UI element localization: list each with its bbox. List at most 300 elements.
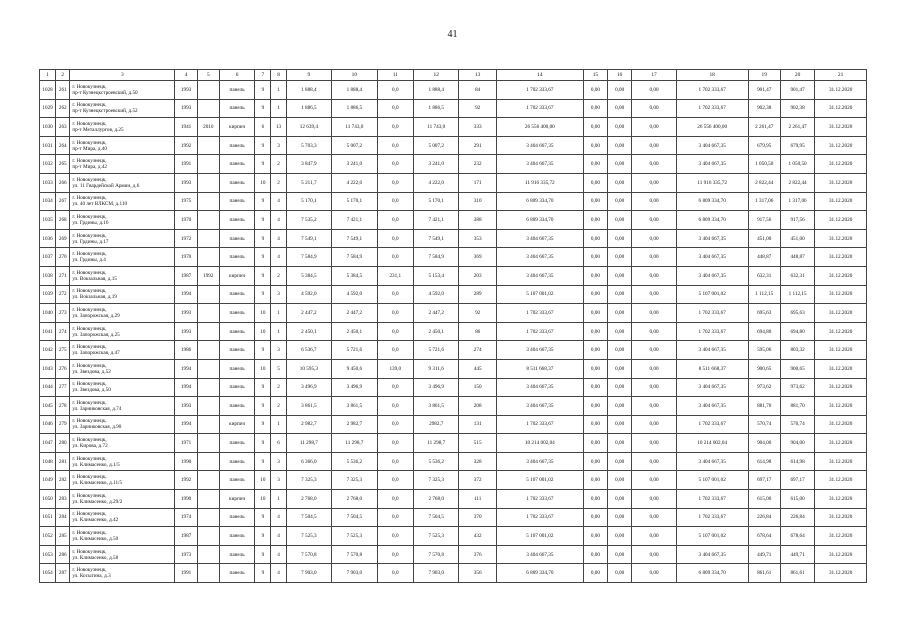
cell-col-19: 694,80 <box>748 322 780 341</box>
cell-col-14: 3 404 667,35 <box>496 136 583 155</box>
address-city: г. Новокузнецк, <box>72 474 107 481</box>
table-row <box>40 322 867 341</box>
cell-col-19: 614,98 <box>748 452 780 471</box>
cell-col-9: 7 325,3 <box>286 471 331 490</box>
address-street: ул. Звездова, д.50 <box>72 387 111 394</box>
address-cell <box>70 452 175 471</box>
cell-col-8: 4 <box>271 192 286 211</box>
cell-col-6: панель <box>219 173 254 192</box>
cell-col-10: 5 721,6 <box>332 341 377 360</box>
cell-col-19: 904,00 <box>748 434 780 453</box>
cell-col-11: 231,1 <box>377 266 413 285</box>
cell-col-2: 268 <box>56 211 70 230</box>
cell-col-11: 0,0 <box>377 248 413 267</box>
cell-col-2: 283 <box>56 490 70 509</box>
cell-col-15: 0,00 <box>583 81 607 100</box>
cell-col-5 <box>197 229 219 248</box>
cell-col-19: 2 822,44 <box>748 173 780 192</box>
cell-col-21: 31.12.2020 <box>815 118 867 137</box>
table-row <box>40 359 867 378</box>
address-cell <box>70 434 175 453</box>
cell-col-16: 0,00 <box>608 173 632 192</box>
cell-col-4: 1992 <box>175 136 197 155</box>
cell-col-11: 0,0 <box>377 81 413 100</box>
cell-col-8: 1 <box>271 322 286 341</box>
cell-col-18: 3 404 667,35 <box>676 341 748 360</box>
cell-col-12: 2982,7 <box>413 415 458 434</box>
cell-col-1: 1028 <box>40 81 56 100</box>
cell-col-20: 901,47 <box>780 81 814 100</box>
address-street: ул. Климасенко, д.11/5 <box>72 480 123 487</box>
address-street: ул. Звездова, д.52 <box>72 368 111 375</box>
cell-col-16: 0,00 <box>608 118 632 137</box>
cell-col-10: 4 222,0 <box>332 173 377 192</box>
cell-col-20: 695,63 <box>780 304 814 323</box>
cell-col-2: 278 <box>56 397 70 416</box>
cell-col-12: 7 584,9 <box>413 248 458 267</box>
header-row <box>40 70 867 81</box>
table-row <box>40 304 867 323</box>
cell-col-10: 7 421,1 <box>332 211 377 230</box>
cell-col-15: 0,00 <box>583 229 607 248</box>
cell-col-20: 881,70 <box>780 397 814 416</box>
cell-col-9: 4 592,0 <box>286 285 331 304</box>
cell-col-10: 7 570,8 <box>332 545 377 564</box>
cell-col-10: 5 384,5 <box>332 266 377 285</box>
cell-col-21: 31.12.2020 <box>815 211 867 230</box>
cell-col-13: 291 <box>459 136 496 155</box>
cell-col-8: 2 <box>271 173 286 192</box>
cell-col-13: 232 <box>459 155 496 174</box>
cell-col-17: 0,00 <box>632 434 676 453</box>
cell-col-13: 274 <box>459 341 496 360</box>
cell-col-14: 5 107 001,02 <box>496 285 583 304</box>
address-street: ул. Климасенко, д.42 <box>72 517 119 524</box>
cell-col-10: 11 298,7 <box>332 434 377 453</box>
cell-col-16: 0,00 <box>608 322 632 341</box>
cell-col-7: 9 <box>255 248 271 267</box>
cell-col-21: 31.12.2020 <box>815 285 867 304</box>
cell-col-5 <box>197 378 219 397</box>
cell-col-17: 0,00 <box>632 173 676 192</box>
cell-col-16: 0,00 <box>608 304 632 323</box>
cell-col-15: 0,00 <box>583 415 607 434</box>
cell-col-7: 10 <box>255 322 271 341</box>
cell-col-19: 1 050,50 <box>748 155 780 174</box>
table-row <box>40 397 867 416</box>
cell-col-16: 0,00 <box>608 545 632 564</box>
cell-col-14: 1 702 333,67 <box>496 99 583 118</box>
column-header-6: 6 <box>219 70 254 81</box>
cell-col-9: 7 903,0 <box>286 564 331 583</box>
cell-col-6: панель <box>219 434 254 453</box>
cell-col-12: 3 496,9 <box>413 378 458 397</box>
cell-col-5 <box>197 155 219 174</box>
address-street: ул. Климасенко, д.58 <box>72 554 119 561</box>
table-row <box>40 266 867 285</box>
cell-col-13: 171 <box>459 173 496 192</box>
cell-col-8: 1 <box>271 99 286 118</box>
cell-col-12: 1 888,4 <box>413 81 458 100</box>
cell-col-8: 6 <box>271 434 286 453</box>
cell-col-17: 0,00 <box>632 527 676 546</box>
table-row <box>40 545 867 564</box>
cell-col-18: 3 404 667,35 <box>676 136 748 155</box>
address-cell <box>70 173 175 192</box>
address-city: г. Новокузнецк, <box>72 418 107 425</box>
cell-col-10: 9 450,6 <box>332 359 377 378</box>
cell-col-13: 86 <box>459 322 496 341</box>
cell-col-9: 11 298,7 <box>286 434 331 453</box>
cell-col-15: 0,00 <box>583 545 607 564</box>
cell-col-18: 3 404 667,35 <box>676 248 748 267</box>
cell-col-1: 1043 <box>40 359 56 378</box>
cell-col-16: 0,00 <box>608 341 632 360</box>
cell-col-19: 678,64 <box>748 527 780 546</box>
cell-col-16: 0,00 <box>608 285 632 304</box>
cell-col-12: 2 450,1 <box>413 322 458 341</box>
cell-col-17: 0,00 <box>632 378 676 397</box>
table-row <box>40 508 867 527</box>
cell-col-9: 5 703,3 <box>286 136 331 155</box>
cell-col-2: 280 <box>56 434 70 453</box>
cell-col-17: 0,00 <box>632 266 676 285</box>
cell-col-16: 0,00 <box>608 471 632 490</box>
cell-col-10: 1 886,5 <box>332 99 377 118</box>
cell-col-14: 26 556 400,00 <box>496 118 583 137</box>
cell-col-15: 0,00 <box>583 266 607 285</box>
address-cell <box>70 192 175 211</box>
cell-col-12: 4 592,0 <box>413 285 458 304</box>
cell-col-9: 7 525,3 <box>286 527 331 546</box>
cell-col-9: 12 639,4 <box>286 118 331 137</box>
cell-col-11: 139,0 <box>377 359 413 378</box>
address-city: г. Новокузнецк, <box>72 176 107 183</box>
cell-col-21: 31.12.2020 <box>815 564 867 583</box>
cell-col-17: 0,00 <box>632 248 676 267</box>
cell-col-1: 1039 <box>40 285 56 304</box>
cell-col-8: 3 <box>271 471 286 490</box>
cell-col-16: 0,00 <box>608 415 632 434</box>
cell-col-20: 2 261,47 <box>780 118 814 137</box>
cell-col-5 <box>197 397 219 416</box>
cell-col-2: 261 <box>56 81 70 100</box>
cell-col-6: панель <box>219 564 254 583</box>
cell-col-16: 0,00 <box>608 452 632 471</box>
cell-col-15: 0,00 <box>583 359 607 378</box>
table-row <box>40 285 867 304</box>
cell-col-4: 1993 <box>175 322 197 341</box>
cell-col-20: 679,95 <box>780 136 814 155</box>
cell-col-19: 449,71 <box>748 545 780 564</box>
cell-col-14: 1 702 333,67 <box>496 322 583 341</box>
cell-col-1: 1045 <box>40 397 56 416</box>
address-street: ул. Запорожская, д.47 <box>72 350 120 357</box>
cell-col-18: 1 702 333,67 <box>676 415 748 434</box>
cell-col-21: 31.12.2020 <box>815 322 867 341</box>
cell-col-2: 284 <box>56 508 70 527</box>
cell-col-1: 1032 <box>40 155 56 174</box>
cell-col-7: 9 <box>255 285 271 304</box>
cell-col-13: 370 <box>459 508 496 527</box>
cell-col-19: 632,31 <box>748 266 780 285</box>
column-header-1: 1 <box>40 70 56 81</box>
cell-col-17: 0,00 <box>632 192 676 211</box>
cell-col-10: 3 496,9 <box>332 378 377 397</box>
cell-col-19: 900,65 <box>748 359 780 378</box>
cell-col-16: 0,00 <box>608 229 632 248</box>
cell-col-13: 445 <box>459 359 496 378</box>
address-street: ул. Косыгина, д.3 <box>72 573 111 580</box>
cell-col-20: 451,00 <box>780 229 814 248</box>
cell-col-2: 281 <box>56 452 70 471</box>
cell-col-11: 0,0 <box>377 173 413 192</box>
cell-col-11: 0,0 <box>377 545 413 564</box>
cell-col-17: 0,00 <box>632 508 676 527</box>
cell-col-7: 9 <box>255 397 271 416</box>
cell-col-5 <box>197 471 219 490</box>
cell-col-5 <box>197 99 219 118</box>
cell-col-21: 31.12.2020 <box>815 359 867 378</box>
address-cell <box>70 490 175 509</box>
cell-col-18: 3 404 667,35 <box>676 545 748 564</box>
table-row <box>40 527 867 546</box>
table-row <box>40 564 867 583</box>
cell-col-1: 1047 <box>40 434 56 453</box>
cell-col-1: 1033 <box>40 173 56 192</box>
cell-col-9: 6 366,0 <box>286 452 331 471</box>
cell-col-6: панель <box>219 322 254 341</box>
cell-col-2: 267 <box>56 192 70 211</box>
cell-col-6: панель <box>219 136 254 155</box>
cell-col-5 <box>197 527 219 546</box>
cell-col-21: 31.12.2020 <box>815 471 867 490</box>
cell-col-18: 3 404 667,35 <box>676 229 748 248</box>
cell-col-7: 9 <box>255 81 271 100</box>
cell-col-11: 0,0 <box>377 415 413 434</box>
cell-col-18: 6 809 334,70 <box>676 564 748 583</box>
cell-col-7: 9 <box>255 545 271 564</box>
cell-col-20: 449,71 <box>780 545 814 564</box>
cell-col-19: 695,63 <box>748 304 780 323</box>
address-cell <box>70 322 175 341</box>
cell-col-10: 7 903,0 <box>332 564 377 583</box>
cell-col-8: 13 <box>271 118 286 137</box>
cell-col-9: 2 450,1 <box>286 322 331 341</box>
cell-col-2: 272 <box>56 285 70 304</box>
cell-col-8: 4 <box>271 229 286 248</box>
address-city: г. Новокузнецк, <box>72 548 107 555</box>
cell-col-18: 11 916 335,72 <box>676 173 748 192</box>
address-cell <box>70 248 175 267</box>
cell-col-16: 0,00 <box>608 527 632 546</box>
cell-col-4: 1987 <box>175 527 197 546</box>
cell-col-13: 150 <box>459 378 496 397</box>
cell-col-8: 1 <box>271 81 286 100</box>
cell-col-13: 388 <box>459 211 496 230</box>
cell-col-11: 0,0 <box>377 285 413 304</box>
address-cell <box>70 415 175 434</box>
cell-col-21: 31.12.2020 <box>815 173 867 192</box>
cell-col-21: 31.12.2020 <box>815 304 867 323</box>
cell-col-8: 1 <box>271 490 286 509</box>
column-header-2: 2 <box>56 70 70 81</box>
cell-col-14: 3 404 667,35 <box>496 248 583 267</box>
address-city: г. Новокузнецк, <box>72 306 107 313</box>
cell-col-4: 1991 <box>175 564 197 583</box>
cell-col-15: 0,00 <box>583 285 607 304</box>
cell-col-2: 270 <box>56 248 70 267</box>
cell-col-19: 570,74 <box>748 415 780 434</box>
cell-col-1: 1052 <box>40 527 56 546</box>
cell-col-6: панель <box>219 99 254 118</box>
cell-col-9: 10 595,3 <box>286 359 331 378</box>
cell-col-4: 1974 <box>175 508 197 527</box>
cell-col-6: кирпич <box>219 415 254 434</box>
cell-col-10: 7 584,9 <box>332 248 377 267</box>
cell-col-7: 9 <box>255 229 271 248</box>
cell-col-18: 1 702 333,67 <box>676 81 748 100</box>
cell-col-11: 0,0 <box>377 490 413 509</box>
address-street: пр-т Кузнецкстроевский, д.50 <box>72 89 138 96</box>
cell-col-17: 0,00 <box>632 322 676 341</box>
column-header-18: 18 <box>676 70 748 81</box>
cell-col-16: 0,00 <box>608 81 632 100</box>
table-row <box>40 192 867 211</box>
column-header-5: 5 <box>197 70 219 81</box>
housing-register-table <box>39 69 867 583</box>
cell-col-12: 11 743,0 <box>413 118 458 137</box>
cell-col-7: 9 <box>255 452 271 471</box>
cell-col-19: 973,62 <box>748 378 780 397</box>
cell-col-21: 31.12.2020 <box>815 434 867 453</box>
cell-col-11: 0,0 <box>377 397 413 416</box>
cell-col-18: 3 404 667,35 <box>676 266 748 285</box>
cell-col-18: 6 809 334,70 <box>676 192 748 211</box>
address-cell <box>70 229 175 248</box>
cell-col-10: 7 549,1 <box>332 229 377 248</box>
address-street: пр-т Мира, д.40 <box>72 145 107 152</box>
cell-col-18: 3 404 667,35 <box>676 452 748 471</box>
cell-col-12: 7 570,8 <box>413 545 458 564</box>
cell-col-13: 92 <box>459 99 496 118</box>
cell-col-5 <box>197 564 219 583</box>
cell-col-11: 0,0 <box>377 471 413 490</box>
cell-col-18: 1 702 333,67 <box>676 304 748 323</box>
cell-col-12: 3 241,0 <box>413 155 458 174</box>
cell-col-11: 0,0 <box>377 564 413 583</box>
address-cell <box>70 81 175 100</box>
address-cell <box>70 378 175 397</box>
column-header-9: 9 <box>286 70 331 81</box>
cell-col-18: 5 107 001,02 <box>676 527 748 546</box>
cell-col-1: 1048 <box>40 452 56 471</box>
cell-col-12: 5 536,2 <box>413 452 458 471</box>
column-header-21: 21 <box>815 70 867 81</box>
cell-col-1: 1050 <box>40 490 56 509</box>
address-street: ул. Зарниковская, д.90 <box>72 424 122 431</box>
cell-col-12: 7 325,3 <box>413 471 458 490</box>
cell-col-6: панель <box>219 192 254 211</box>
cell-col-6: панель <box>219 285 254 304</box>
cell-col-9: 7 549,1 <box>286 229 331 248</box>
cell-col-17: 0,00 <box>632 211 676 230</box>
cell-col-8: 2 <box>271 397 286 416</box>
cell-col-11: 0,0 <box>377 508 413 527</box>
cell-col-15: 0,00 <box>583 173 607 192</box>
cell-col-18: 1 702 333,67 <box>676 322 748 341</box>
address-street: ул. Запорожская, д.29 <box>72 312 120 319</box>
cell-col-17: 0,00 <box>632 99 676 118</box>
cell-col-1: 1053 <box>40 545 56 564</box>
cell-col-20: 570,74 <box>780 415 814 434</box>
column-header-16: 16 <box>608 70 632 81</box>
cell-col-11: 0,0 <box>377 341 413 360</box>
cell-col-9: 7 535,2 <box>286 211 331 230</box>
cell-col-12: 4 222,0 <box>413 173 458 192</box>
address-city: г. Новокузнецк, <box>72 251 107 258</box>
cell-col-16: 0,00 <box>608 136 632 155</box>
address-cell <box>70 211 175 230</box>
cell-col-20: 697,17 <box>780 471 814 490</box>
table-row <box>40 248 867 267</box>
cell-col-12: 2 447,2 <box>413 304 458 323</box>
cell-col-12: 11 298,7 <box>413 434 458 453</box>
address-street: ул. Грдины, д.4 <box>72 257 106 264</box>
column-header-14: 14 <box>496 70 583 81</box>
cell-col-12: 5 153,4 <box>413 266 458 285</box>
cell-col-2: 263 <box>56 118 70 137</box>
cell-col-15: 0,00 <box>583 452 607 471</box>
cell-col-15: 0,00 <box>583 322 607 341</box>
cell-col-18: 8 511 668,37 <box>676 359 748 378</box>
cell-col-2: 275 <box>56 341 70 360</box>
cell-col-4: 1993 <box>175 81 197 100</box>
cell-col-5 <box>197 192 219 211</box>
cell-col-12: 5 170,1 <box>413 192 458 211</box>
cell-col-18: 1 702 333,67 <box>676 99 748 118</box>
cell-col-4: 1993 <box>175 397 197 416</box>
cell-col-13: 432 <box>459 527 496 546</box>
cell-col-5 <box>197 341 219 360</box>
cell-col-17: 0,00 <box>632 341 676 360</box>
cell-col-8: 3 <box>271 452 286 471</box>
address-cell <box>70 99 175 118</box>
cell-col-4: 1993 <box>175 99 197 118</box>
cell-col-20: 2 822,44 <box>780 173 814 192</box>
cell-col-16: 0,00 <box>608 564 632 583</box>
cell-col-7: 10 <box>255 471 271 490</box>
cell-col-11: 0,0 <box>377 322 413 341</box>
cell-col-16: 0,00 <box>608 192 632 211</box>
cell-col-5 <box>197 285 219 304</box>
cell-col-10: 7 504,5 <box>332 508 377 527</box>
cell-col-7: 9 <box>255 155 271 174</box>
cell-col-11: 0,0 <box>377 118 413 137</box>
cell-col-14: 3 404 667,35 <box>496 545 583 564</box>
cell-col-2: 279 <box>56 415 70 434</box>
cell-col-4: 1972 <box>175 229 197 248</box>
cell-col-8: 2 <box>271 155 286 174</box>
cell-col-5 <box>197 81 219 100</box>
address-street: ул. Вокзальная, д.19 <box>72 294 117 301</box>
cell-col-18: 1 702 333,67 <box>676 490 748 509</box>
cell-col-10: 2 450,1 <box>332 322 377 341</box>
cell-col-15: 0,00 <box>583 136 607 155</box>
column-header-3: 3 <box>70 70 175 81</box>
cell-col-11: 0,0 <box>377 452 413 471</box>
address-street: пр-т Металлургов, д.25 <box>72 126 124 133</box>
